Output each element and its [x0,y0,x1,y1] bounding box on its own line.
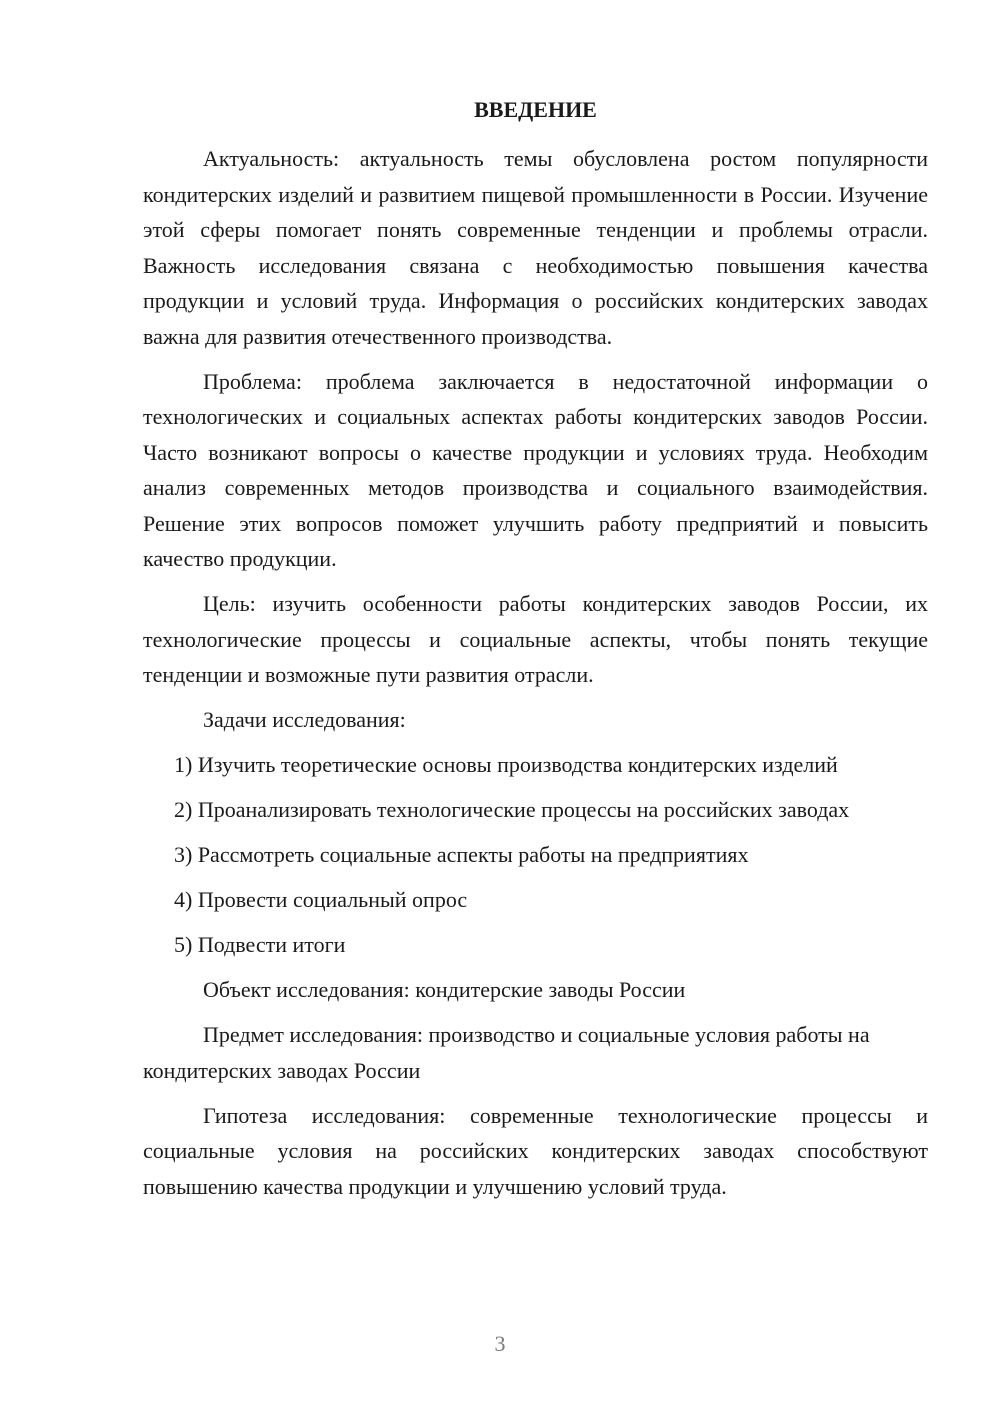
task-item-2: 2) Проанализировать технологические процессы на российских заводах [174,797,850,822]
task-item-4: 4) Провести социальный опрос [174,887,468,912]
task-item-5: 5) Подвести итоги [174,932,346,957]
page-number: 3 [494,1331,506,1356]
task-item-1: 1) Изучить теоретические основы производства кондитерских изделий [174,752,838,777]
paragraph-relevance: Актуальность: актуальность темы обусловлена ростом популярности кондитерских изделий и развитием пищевой промышленности в России. Изучение этой сферы помогает понять современные тенденции и проблемы отрасли. Важность исследования связана с необходимостью повышения качества продукции и условий труда. Информация о российских кондитерских заводах важна для развития отечественного производства. [143,146,928,349]
tasks-heading: Задачи исследования: [203,707,406,732]
paragraph-subject: Предмет исследования: производство и социальные условия работы на кондитерских заводах России [143,1022,870,1083]
page-title: ВВЕДЕНИЕ [474,97,597,122]
paragraph-object: Объект исследования: кондитерские заводы России [203,977,686,1002]
paragraph-problem: Проблема: проблема заключается в недостаточной информации о технологических и социальных аспектах работы кондитерских заводов России. Часто возникают вопросы о качестве продукции и условиях труда. Необходим анализ современных методов производства и социального взаимодействия. Решение этих вопросов поможет улучшить работу предприятий и повысить качество продукции. [143,368,928,571]
document-body [143,141,928,1214]
paragraph-hypothesis: Гипотеза исследования: современные технологические процессы и социальные условия на российских кондитерских заводах способствуют повышению качества продукции и улучшению условий труда. [143,1102,928,1199]
paragraph-goal: Цель: изучить особенности работы кондитерских заводов России, их технологические процессы и социальные аспекты, чтобы понять текущие тенденции и возможные пути развития отрасли. [143,591,928,687]
task-item-3: 3) Рассмотреть социальные аспекты работы на предприятиях [174,842,749,867]
